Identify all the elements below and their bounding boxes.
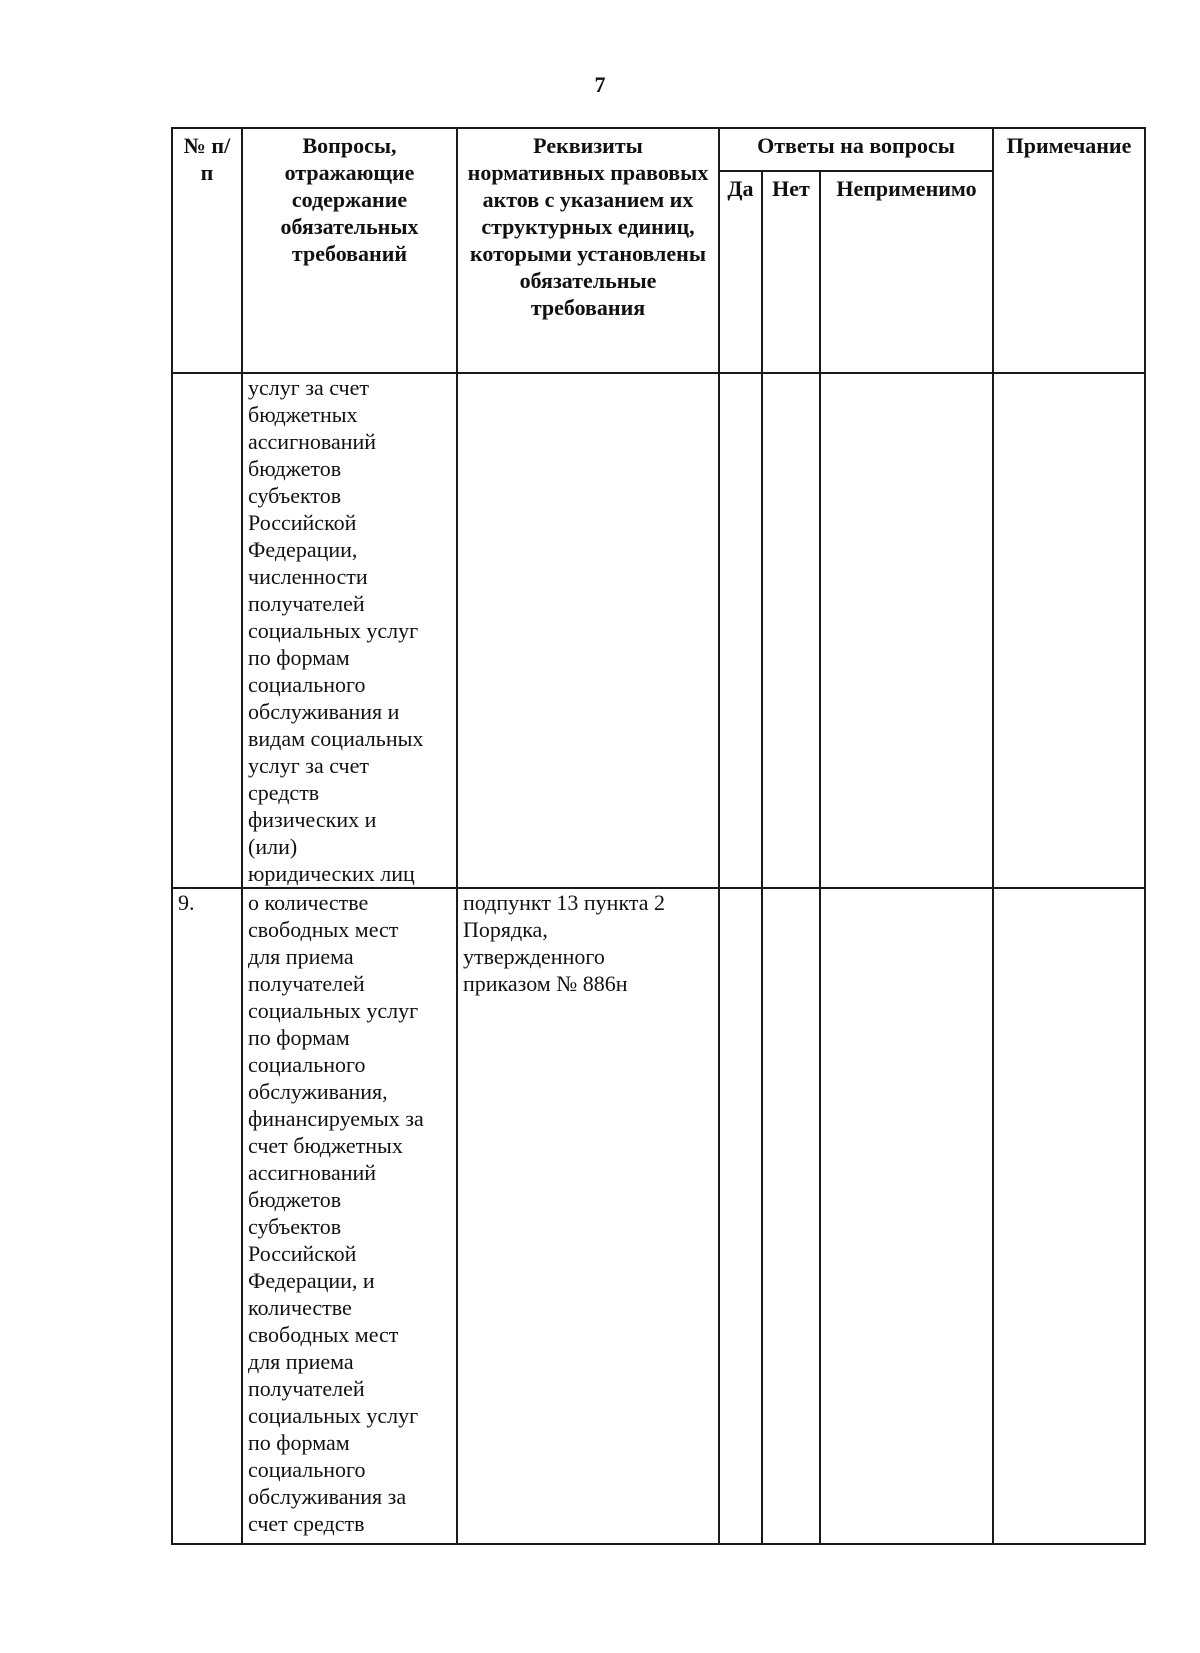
row-no-cell <box>762 888 820 1544</box>
row-question-cell: услуг за счет бюджетных ассигнований бюджетов субъектов Российской Федерации, численности получателей социальных услуг по формам социального обслуживания и видам социальных услуг за счет средств физических и (или) юридических лиц <box>242 373 457 888</box>
header-yes: Да <box>719 171 762 373</box>
header-questions: Вопросы, отражающие содержание обязательных требований <box>242 128 457 373</box>
header-answers: Ответы на вопросы <box>719 128 993 171</box>
header-number: № п/п <box>172 128 242 373</box>
row-yes-cell <box>719 373 762 888</box>
table-row <box>172 888 1145 1544</box>
row-not-applicable-cell <box>820 373 993 888</box>
header-note: Примечание <box>993 128 1145 373</box>
row-note-cell <box>993 888 1145 1544</box>
checklist-table <box>171 127 1146 1545</box>
header-row-1 <box>172 128 1145 171</box>
page-number: 7 <box>594 72 606 97</box>
row-number-cell <box>172 373 242 888</box>
header-not-applicable: Неприменимо <box>820 171 993 373</box>
row-number-cell: 9. <box>172 888 242 1544</box>
header-requisites: Реквизиты нормативных правовых актов с указанием их структурных единиц, которыми установлены обязательные требования <box>457 128 719 373</box>
row-question-cell: о количестве свободных мест для приема получателей социальных услуг по формам социального обслуживания, финансируемых за счет бюджетных ассигнований бюджетов субъектов Российской Федерации, и количестве свободных мест для приема получателей социальных услуг по формам социального обслуживания за счет средств <box>242 888 457 1544</box>
table-row <box>172 373 1145 888</box>
row-yes-cell <box>719 888 762 1544</box>
header-no: Нет <box>762 171 820 373</box>
row-requisites-cell: подпункт 13 пункта 2 Порядка, утвержденного приказом № 886н <box>457 888 719 1544</box>
row-note-cell <box>993 373 1145 888</box>
row-requisites-cell <box>457 373 719 888</box>
row-not-applicable-cell <box>820 888 993 1544</box>
row-no-cell <box>762 373 820 888</box>
